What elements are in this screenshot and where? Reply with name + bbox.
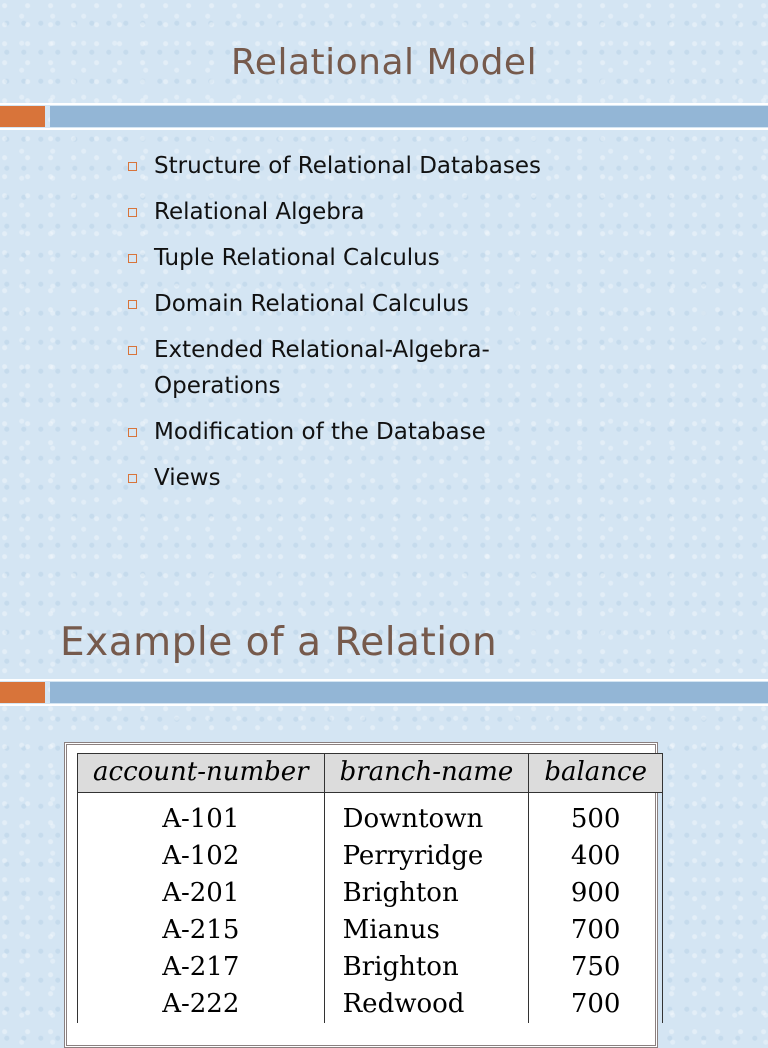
list-item: Modification of the Database bbox=[128, 414, 548, 450]
table-cell: A-102 bbox=[78, 838, 325, 875]
table-cell: A-101 bbox=[78, 793, 325, 839]
table-cell: 750 bbox=[529, 949, 663, 986]
table-cell: A-217 bbox=[78, 949, 325, 986]
table-row bbox=[78, 838, 663, 875]
table-cell: Downtown bbox=[324, 793, 529, 839]
title-divider bbox=[0, 682, 768, 703]
list-item: Relational Algebra bbox=[128, 194, 548, 230]
table-cell: Perryridge bbox=[324, 838, 529, 875]
divider-orange-block bbox=[0, 106, 45, 127]
table-cell: 500 bbox=[529, 793, 663, 839]
square-bullet-icon bbox=[128, 346, 137, 355]
list-item: Views bbox=[128, 460, 548, 496]
square-bullet-icon bbox=[128, 474, 137, 483]
table-cell: 400 bbox=[529, 838, 663, 875]
slide-title: Example of a Relation bbox=[60, 620, 498, 665]
list-item: Extended Relational-Algebra-Operations bbox=[128, 332, 548, 404]
slide-title: Relational Model bbox=[230, 42, 538, 83]
table-cell: Mianus bbox=[324, 912, 529, 949]
column-header: balance bbox=[529, 754, 663, 793]
column-header: account-number bbox=[78, 754, 325, 793]
list-item: Structure of Relational Databases bbox=[128, 148, 548, 184]
table-cell: Brighton bbox=[324, 949, 529, 986]
table-row bbox=[78, 912, 663, 949]
divider-blue-bar bbox=[50, 106, 768, 127]
list-item: Domain Relational Calculus bbox=[128, 286, 548, 322]
table-row bbox=[78, 793, 663, 839]
table-cell: 900 bbox=[529, 875, 663, 912]
table-cell: A-215 bbox=[78, 912, 325, 949]
divider-blue-bar bbox=[50, 682, 768, 703]
title-divider bbox=[0, 106, 768, 127]
table-row bbox=[78, 949, 663, 986]
square-bullet-icon bbox=[128, 254, 137, 263]
table-cell: A-201 bbox=[78, 875, 325, 912]
table-row bbox=[78, 875, 663, 912]
account-relation-table bbox=[77, 753, 663, 1023]
table-cell: 700 bbox=[529, 986, 663, 1023]
square-bullet-icon bbox=[128, 428, 137, 437]
table-cell: Brighton bbox=[324, 875, 529, 912]
table-header-row bbox=[78, 754, 663, 793]
square-bullet-icon bbox=[128, 208, 137, 217]
topic-list bbox=[128, 148, 548, 506]
table-cell: Redwood bbox=[324, 986, 529, 1023]
account-table-frame bbox=[64, 742, 658, 1048]
slide-example-relation bbox=[0, 590, 768, 1024]
list-item: Tuple Relational Calculus bbox=[128, 240, 548, 276]
square-bullet-icon bbox=[128, 162, 137, 171]
table-row bbox=[78, 986, 663, 1023]
square-bullet-icon bbox=[128, 300, 137, 309]
column-header: branch-name bbox=[324, 754, 529, 793]
table-cell: 700 bbox=[529, 912, 663, 949]
divider-orange-block bbox=[0, 682, 45, 703]
table-cell: A-222 bbox=[78, 986, 325, 1023]
